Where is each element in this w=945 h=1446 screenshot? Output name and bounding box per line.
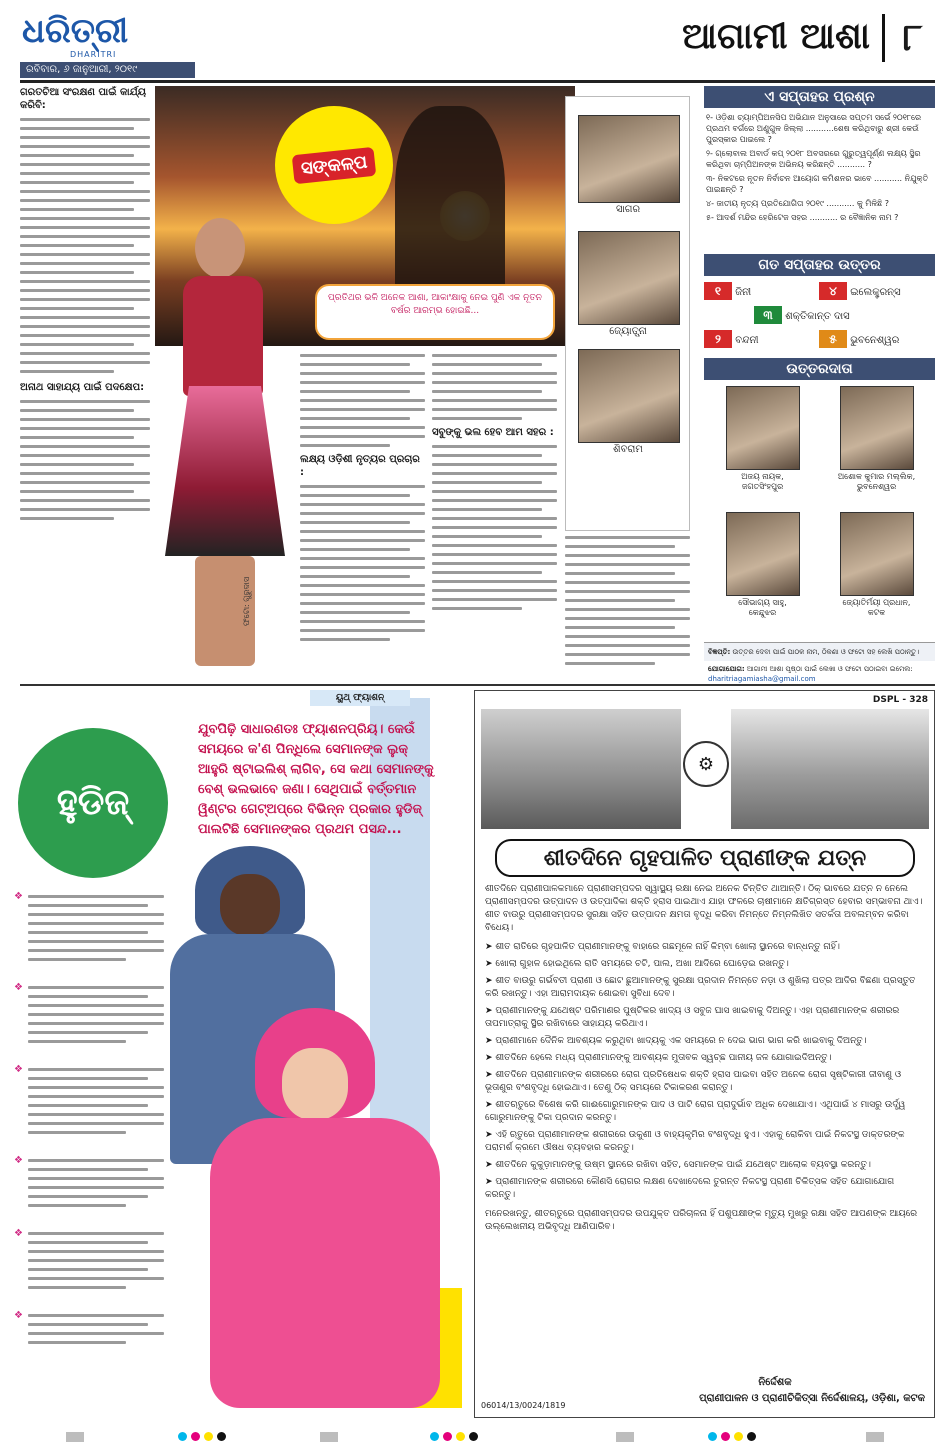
quiz-question: ୧- ଓଡ଼ିଶା ଚ୍ୟାମ୍ପିଅନସିପ ଅଭିଯାନ ଅନୁସାରେ ସପ୍ତମ ସର୍ଭେ ୨୦୧୮ରେ ପ୍ରଥମ ବର୍ଗରେ ଅଣୁଗୁଳ ଜିଲ୍ଲା ...........ଶେଷ କରିଥିବାରୁ ଶ୍ରୀ କେଉଁ ପୁରସ୍କାର ପାଇଲେ ? <box>706 113 922 144</box>
logo-text: ଧରିତ୍ରୀ <box>22 11 129 51</box>
diamond-icon: ❖ <box>14 1064 23 1075</box>
winner-card <box>710 386 815 506</box>
ad-point <box>485 1159 927 1172</box>
ad-sign-dept: ପ୍ରାଣୀପାଳନ ଓ ପ୍ରାଣୀଚିକିତ୍ସା ନିର୍ଦ୍ଦେଶାଳୟ, ଓଡ଼ିଶା, କଟକ <box>699 1393 925 1404</box>
winner-name: ସୌଭାଗ୍ୟ ସାହୁ, <box>738 598 787 607</box>
ad-intro: ଶୀତଦିନେ ପ୍ରାଣୀପାଳକମାନେ ପ୍ରାଣୀସମ୍ପଦର ସ୍ୱାସ୍ଥ୍ୟ ରକ୍ଷା ନେଇ ଅନେକ ଚିନ୍ତିତ ଥାଆନ୍ତି। ଠିକ୍ ଭାବରେ ଯତ୍ନ ନ ନେଲେ ପ୍ରାଣୀସମ୍ପଦର ଉତ୍ପାଦନ ଓ ଉତ୍ପାଦିକା ଶକ୍ତି ହ୍ରାସ ପାଇଥାଏ ଯାହା ଫଳରେ ଚାଷୀମାନେ କ୍ଷତିଗ୍ରସ୍ତ ହେବାର ସମ୍ଭାବନା ଥାଏ। ଶୀତ ବାଉରୁ ପ୍ରାଣୀସମ୍ପଦର ସୁରକ୍ଷା ସହିତ ଉତ୍ପାଦନ କ୍ଷମତା ବୃଦ୍ଧି କରିବା ନିମନ୍ତେ ନିମ୍ନଲିଖିତ ସତର୍କତା ଅବଲମ୍ବନ କରିବା ବିଧେୟ। <box>485 884 923 933</box>
quiz-question: ୨- ଗ୍ଲୋବାଲ ଅବାର୍ଡ କପ୍ ୨୦୧୮ ଅବସରରେ ଗୁରୁତ୍ୱପୂର୍ଣ୍ଣ ଲକ୍ଷ୍ୟ ସ୍ଥିର କରିଥିବା ଚାମ୍ପିଅନଙ୍କ ଅଭିନୟ କରିଛନ୍ତି ........... ? <box>706 149 921 169</box>
ad-headline: ଶୀତଦିନେ ଗୃହପାଳିତ ପ୍ରାଣୀଙ୍କ ଯତ୍ନ <box>543 845 867 871</box>
ad-point <box>485 1176 927 1202</box>
winners-header: ଉତ୍ତରଦାତା <box>704 358 935 380</box>
winner-card <box>824 512 929 632</box>
ad-point-text: ଶୀତଦିନେ କୁକୁଡ଼ାମାନଙ୍କୁ ଉଷ୍ମ ସ୍ଥାନରେ ରଖିବା ସହିତ, ସେମାନଙ୍କ ପାଇଁ ଯଥେଷ୍ଟ ଆଲୋକ ବ୍ୟବସ୍ଥା କରନ୍ତୁ। <box>495 1160 871 1170</box>
dateline-bar <box>20 62 195 78</box>
answer-num: ୪ <box>819 282 847 300</box>
emblem-icon: ⚙ <box>697 753 715 775</box>
arrow-icon: ➤ <box>485 1053 496 1063</box>
hero-caption-text: ପ୍ରତିଥର ଭଳି ଅନେକ ଆଶା, ଆକାଂକ୍ଷାକୁ ନେଇ ପୁଣି ଏକ ନୂତନ ବର୍ଷର ଆରମ୍ଭ ହୋଇଛି... <box>327 293 542 316</box>
ad-code-bottom: 06014/13/0024/1819 <box>481 1401 566 1410</box>
dateline: ରବିବାର, ୬ ଜାନୁଆରୀ, ୨୦୧୯ <box>26 64 138 75</box>
ad-point <box>485 1099 927 1125</box>
silhouette-graphic <box>395 106 505 306</box>
fashion-bullet <box>14 1303 164 1344</box>
arrow-icon: ➤ <box>485 1036 496 1046</box>
answer-text: ଭୁବନେଶ୍ୱର <box>850 335 900 346</box>
masthead-rule <box>20 80 935 83</box>
quiz-header: ଏ ସପ୍ତାହର ପ୍ରଶ୍ନ <box>704 86 935 108</box>
logo-subtext: DHARITRI <box>70 50 117 59</box>
reg-dots <box>708 1432 768 1442</box>
portrait-sagar-name: ସାଗର <box>615 204 641 215</box>
story-column-4 <box>565 536 690 676</box>
ad-point <box>485 1052 927 1065</box>
ad-body <box>485 883 927 1373</box>
answer-text: ବନ୍ଦନୀ <box>735 335 759 346</box>
diamond-icon: ❖ <box>14 982 23 993</box>
dancer-image <box>155 206 295 676</box>
answer-item <box>819 330 935 350</box>
subhead-2: ଅନାଥ ସାହାଯ୍ୟ ପାଇଁ ପଦକ୍ଷେପ: <box>20 382 145 393</box>
answer-num: ୩ <box>754 306 782 324</box>
winner-place: କଟକ <box>867 608 886 617</box>
arrow-icon: ➤ <box>485 942 496 952</box>
ad-point-text: ଖୋଲା ଗୁହାଳ ହୋଇଥିଲେ ରାତି ସମୟରେ ଚଟି, ପାଲ, ଅଖା ଆଦିରେ ଘୋଡ଼େଇ ରଖନ୍ତୁ। <box>495 959 789 969</box>
subhead-3: ଲକ୍ଷ୍ୟ ଓଡ଼ିଶୀ ନୃତ୍ୟର ପ୍ରଚାର : <box>300 454 420 478</box>
winner-place: କେନ୍ଦୁଝର <box>748 608 777 617</box>
govt-emblem <box>683 741 729 787</box>
quiz-question: ୩- ନିକଟରେ ନୂତନ ନିର୍ବାଚନ ଆୟୋଗ କମିଶନର ଭାବେ ........... ନିଯୁକ୍ତି ପାଇଛନ୍ତି ? <box>706 174 929 194</box>
winner-name: ଅଶୋକ କୁମାର ମଲ୍ଲିକ, <box>837 472 916 481</box>
diamond-icon: ❖ <box>14 1228 23 1239</box>
fashion-bullet <box>14 1057 164 1134</box>
ad-point-text: ପ୍ରାଣୀମାନଙ୍କ ଶରୀରରେ କୌଣସି ରୋଗର ଲକ୍ଷଣ ଦେଖାଦେଲେ ତୁରନ୍ତ ନିକଟସ୍ଥ ପ୍ରାଣୀ ଚିକିତ୍ସକ ସହିତ ଯୋଗାଯୋଗ କରନ୍ତୁ। <box>485 1177 895 1200</box>
answer-num: ୫ <box>819 330 847 348</box>
dancer-skirt <box>165 386 285 556</box>
story-column-3 <box>432 354 557 674</box>
model-face <box>220 874 280 936</box>
ad-closing: ମନେରଖନ୍ତୁ, ଶୀତଋତୁରେ ପ୍ରାଣୀସମ୍ପଦର ଉପଯୁକ୍ତ ପରିଚାଳନା ହିଁ ପଶୁପକ୍ଷୀଙ୍କ ମୃତ୍ୟୁ ମୁଖରୁ ରକ୍ଷା ସହିତ ଆପଣଙ୍କ ଆୟରେ ଉଲ୍ଲେଖନୀୟ ଅଭିବୃଦ୍ଧି ଆଣିପାରିବ। <box>485 1209 918 1232</box>
column-3-text-a <box>432 354 557 420</box>
winner-card <box>710 512 815 632</box>
main-story <box>20 86 692 680</box>
ad-point-text: ପ୍ରାଣୀମାନେ ଦୈନିକ ଆବଶ୍ୟକ କରୁଥିବା ଖାଦ୍ୟକୁ ଏକ ସମୟରେ ନ ଦେଇ ଭାଗ ଭାଗ କରି ଖାଇବାକୁ ଦିଅନ୍ତୁ। <box>495 1036 867 1046</box>
ad-headline-box <box>495 839 915 877</box>
arrow-icon: ➤ <box>485 1130 496 1140</box>
section-title: ଆଗାମୀ ଆଶା <box>682 16 870 57</box>
diamond-icon: ❖ <box>14 1155 23 1166</box>
arrow-icon: ➤ <box>485 976 496 986</box>
column-2-text-a <box>300 354 425 447</box>
masthead <box>0 0 945 82</box>
story-column-1 <box>20 86 150 680</box>
fashion-bullet <box>14 1221 164 1289</box>
portrait-sagar <box>578 115 678 215</box>
ad-point-text: ଶୀତ ବାଉରୁ ଗର୍ଭବତୀ ପ୍ରାଣୀ ଓ ଛୋଟ ଛୁଆମାନଙ୍କୁ ସୁରକ୍ଷା ପ୍ରଦାନ ନିମନ୍ତେ ନଡ଼ା ଓ ଶୁଖିଲା ପତ୍ର ଆଦିର ବିଛଣା ପ୍ରସ୍ତୁତ କରି ରଖନ୍ତୁ। ଏହା ଆରାମଦାୟକ ଶୋଇବା ସୁବିଧା ଦେବ। <box>485 976 916 999</box>
winner-photo <box>840 512 914 596</box>
column-4-text <box>565 536 690 665</box>
dancer-head <box>195 218 245 278</box>
fashion-intro: ଯୁବପିଢ଼ି ସାଧାରଣତଃ ଫ୍ୟାଶନପ୍ରିୟ। କେଉଁ ସମୟରେ କ'ଣ ପିନ୍ଧିଲେ ସେମାନଙ୍କ ଲୁକ୍ ଆହୁରି ଷ୍ଟାଇଲିଶ୍ ଲାଗିବ, ସେ କଥା ସେମାନଙ୍କୁ ବେଶ୍ ଭଲଭାବେ ଜଣା। ସେଥିପାଇଁ ବର୍ତ୍ତମାନ ୱିଣ୍ଟର ଗେଟ୍‌ଅପ୍‌ରେ ବିଭିନ୍ନ ପ୍ରକାର ହୁଡିଜ୍ ପାଲଟିଛି ସେମାନଙ୍କର ପ୍ରଥମ ପସନ୍ଦ... <box>198 722 434 837</box>
quiz-questions <box>704 108 935 248</box>
subhead-4: ସବୁଙ୍କୁ ଭଲ ହେବ ଆମ ସହର : <box>432 427 554 438</box>
model-pink-hoodie <box>210 1008 440 1408</box>
portrait-shivaram <box>578 349 678 459</box>
portrait-jyotsna <box>578 231 678 341</box>
winner-photo <box>726 386 800 470</box>
diamond-icon: ❖ <box>14 1310 23 1321</box>
winner-photo <box>726 512 800 596</box>
fashion-title-badge <box>18 728 168 878</box>
answer-text: ଜିନୀ <box>735 287 752 298</box>
reg-block <box>320 1432 338 1442</box>
fashion-bullet <box>14 1148 164 1207</box>
fashion-text-column <box>14 884 164 1414</box>
fashion-title: ହୁଡିଜ୍ <box>56 782 130 823</box>
column-1-text-a <box>20 118 150 373</box>
arrow-icon: ➤ <box>485 1070 496 1080</box>
hero-badge-text: ସଙ୍କଳ୍ପ <box>292 146 377 183</box>
ad-point <box>485 1005 927 1031</box>
ad-photo-left <box>481 709 681 829</box>
ad-point <box>485 941 927 954</box>
logo <box>22 12 172 60</box>
column-3-text-b <box>432 445 557 610</box>
ad-point <box>485 1069 927 1095</box>
portrait-shivaram-photo <box>578 349 680 443</box>
contact-email[interactable]: dharitriagamiasha@gmail.com <box>708 675 816 683</box>
answer-item <box>819 282 935 302</box>
title-divider <box>882 14 885 62</box>
winner-photo <box>840 386 914 470</box>
dancer-torso <box>183 276 263 396</box>
quiz-question: ୫- ଆଦର୍ଶ ମନ୍ଦିର ହେରିଟେଜ ସହର ........... ର ବୈଜ୍ଞାନିକ ନାମ ? <box>706 213 899 222</box>
quiz-question: ୪- ଜାତୀୟ ନୃତ୍ୟ ପ୍ରତିଯୋଗିତା ୨୦୧୯ ........... କୁ ମିଳିଛି ? <box>706 199 890 208</box>
answers-header: ଗତ ସପ୍ତାହର ଉତ୍ତର <box>704 254 935 276</box>
reg-dots <box>430 1432 490 1442</box>
arrow-icon: ➤ <box>485 959 496 969</box>
portrait-shivaram-name: ଶିବରାମ <box>613 444 643 455</box>
ad-point-text: ଶୀତଋତୁରେ ବିଶେଷ କରି ଗାଈଗୋରୁମାନଙ୍କ ପାଦ ଓ ପାଟି ରୋଗ ପ୍ରାଦୁର୍ଭାବ ଅଧିକ ଦେଖାଯାଏ। ଏଥିପାଇଁ ୪ ମାସରୁ ଉର୍ଦ୍ଧ୍ୱ ଗୋରୁମାନଙ୍କୁ ଟିକା ପ୍ରଦାନ କରନ୍ତୁ। <box>485 1100 906 1123</box>
note-label: ବିଜ୍ଞପ୍ତି: <box>708 648 731 656</box>
ad-photo-right <box>731 709 929 829</box>
answer-num: ୧ <box>704 282 732 300</box>
fashion-bullet <box>14 975 164 1043</box>
portrait-jyotsna-name: ଜ୍ୟୋତ୍ସ୍ନା <box>609 326 647 337</box>
pink-body <box>210 1118 440 1408</box>
photo-credit: ଫଟୋ: ଗୁରୁଦାସ <box>242 576 251 626</box>
quiz-sidebar <box>704 86 935 683</box>
contact-label: ଯୋଗାଯୋଗ: <box>708 665 745 673</box>
reg-block <box>616 1432 634 1442</box>
winner-name: ଅଜୟ ନାୟକ, <box>741 472 784 481</box>
winner-place: ଜଗତସିଂହପୁର <box>741 482 784 491</box>
fashion-bullet <box>14 884 164 961</box>
ad-point-text: ଶୀତଦିନେ ହେଲେ ମଧ୍ୟ ପ୍ରାଣୀମାନଙ୍କୁ ଆବଶ୍ୟକ ମୁତାବକ ସ୍ୱଚ୍ଛ ପାନୀୟ ଜଳ ଯୋଗାଇଦିଅନ୍ତୁ। <box>495 1053 832 1063</box>
arrow-icon: ➤ <box>485 1160 496 1170</box>
subhead-1: ଗରତଚିଆ ସଂରକ୍ଷଣ ପାଇଁ କାର୍ଯ୍ୟ କରିବି: <box>20 87 147 111</box>
diamond-icon: ❖ <box>14 891 23 902</box>
answer-text: ଶକ୍ତିକାନ୍ତ ଦାସ <box>785 311 850 322</box>
fashion-kicker <box>310 690 410 706</box>
column-1-text-b <box>20 400 150 520</box>
registration-strip <box>0 1426 945 1446</box>
page-number: ୮ <box>902 15 923 59</box>
column-2-text-b <box>300 485 425 641</box>
winners-note <box>704 642 935 661</box>
answers-grid <box>704 276 935 356</box>
answer-item <box>704 282 814 302</box>
winners-grid <box>704 380 935 642</box>
ad-point <box>485 958 927 971</box>
winner-name: ଜ୍ୟୋତିର୍ମୟୀ ପ୍ରଧାନ, <box>842 598 911 607</box>
contact-text: ଆଗାମୀ ଆଶା ପୃଷ୍ଠା ପାଇଁ ଲେଖା ଓ ଫଟୋ ପଠାଇବା ଇମେଲ: <box>746 665 913 673</box>
arrow-icon: ➤ <box>485 1100 496 1110</box>
ad-point-text: ଶୀତ ରାତିରେ ଗୃହପାଳିତ ପ୍ରାଣୀମାନଙ୍କୁ ବାହାରେ ଗଛମୂଳେ ନାହିଁ କିମ୍ବା ଖୋଲା ସ୍ଥାନରେ ବାନ୍ଧନ୍ତୁ ନାହିଁ। <box>495 942 840 952</box>
portrait-jyotsna-photo <box>578 231 680 325</box>
answer-text: ଇଲେକ୍ଟ୍ରନ୍ସ <box>850 287 901 298</box>
ad-point-text: ପ୍ରାଣୀମାନଙ୍କୁ ଯଥେଷ୍ଟ ପରିମାଣର ପୁଷ୍ଟିକର ଖାଦ୍ୟ ଓ ସବୁଜ ଘାସ ଖାଇବାକୁ ଦିଅନ୍ତୁ। ଏହା ପ୍ରାଣୀମାନଙ୍କ ଶରୀରର ତାପମାତ୍ରାକୁ ସ୍ଥିର ରଖିବାରେ ସାହାଯ୍ୟ କରିଥାଏ। <box>485 1006 900 1029</box>
answer-item <box>704 330 814 350</box>
model-face-2 <box>282 1048 348 1120</box>
ad-point <box>485 1129 927 1155</box>
note-text: ଉତ୍ତର ଦେବା ପାଇଁ ପାଠକ ନାମ, ଠିକଣା ଓ ଫଟୋ ସହ ଲେଖି ପଠାନ୍ତୁ। <box>732 648 920 656</box>
arrow-icon: ➤ <box>485 1006 496 1016</box>
story-column-2 <box>300 354 425 674</box>
hero-caption <box>315 284 555 340</box>
answer-item <box>754 306 924 326</box>
ad-point-text: ଶୀତଦିନେ ପ୍ରାଣୀମାନଙ୍କ ଶରୀରରେ ରୋଗ ପ୍ରତିଷେଧକ ଶକ୍ତି ହ୍ରାସ ପାଇବା ସହିତ ଅନେକ ରୋଗ ସୃଷ୍ଟିକାରୀ ଜୀବାଣୁ ଓ ଭୂତାଣୁର ବଂଶବୃଦ୍ଧି ହୋଇଥାଏ। ତେଣୁ ଠିକ୍ ସମୟରେ ଟିକାକରଣ କରାନ୍ତୁ। <box>485 1070 902 1093</box>
winner-card <box>824 386 929 506</box>
reg-dots <box>178 1432 238 1442</box>
ad-point <box>485 1035 927 1048</box>
ad-point <box>485 975 927 1001</box>
portrait-column <box>565 96 690 531</box>
ad-code-top: DSPL - 328 <box>872 695 928 705</box>
reg-block <box>66 1432 84 1442</box>
fashion-kicker-text: ୟୁଥ୍ ଫ୍ୟାଶନ୍ <box>335 693 385 703</box>
livestock-advertisement <box>474 690 935 1418</box>
portrait-sagar-photo <box>578 115 680 203</box>
answer-num: ୨ <box>704 330 732 348</box>
fashion-feature <box>10 688 462 1418</box>
section-divider <box>20 684 935 686</box>
ad-sign-title: ନିର୍ଦ୍ଦେଶକ <box>758 1377 792 1388</box>
ad-point-text: ଏହି ଋତୁରେ ପ୍ରାଣୀମାନଙ୍କ ଶରୀରରେ ଉକୁଣୀ ଓ ବାହ୍ୟକୃମିର ବଂଶବୃଦ୍ଧି ହୁଏ। ଏହାକୁ ରୋକିବା ପାଇଁ ନିକଟସ୍ଥ ଡାକ୍ତରଙ୍କ ପରାମର୍ଶ କ୍ରମେ ଔଷଧ ବ୍ୟବହାର କରନ୍ତୁ। <box>485 1130 905 1153</box>
reg-block <box>866 1432 884 1442</box>
arrow-icon: ➤ <box>485 1177 496 1187</box>
winner-place: ଭୁବନେଶ୍ୱର <box>856 482 897 491</box>
